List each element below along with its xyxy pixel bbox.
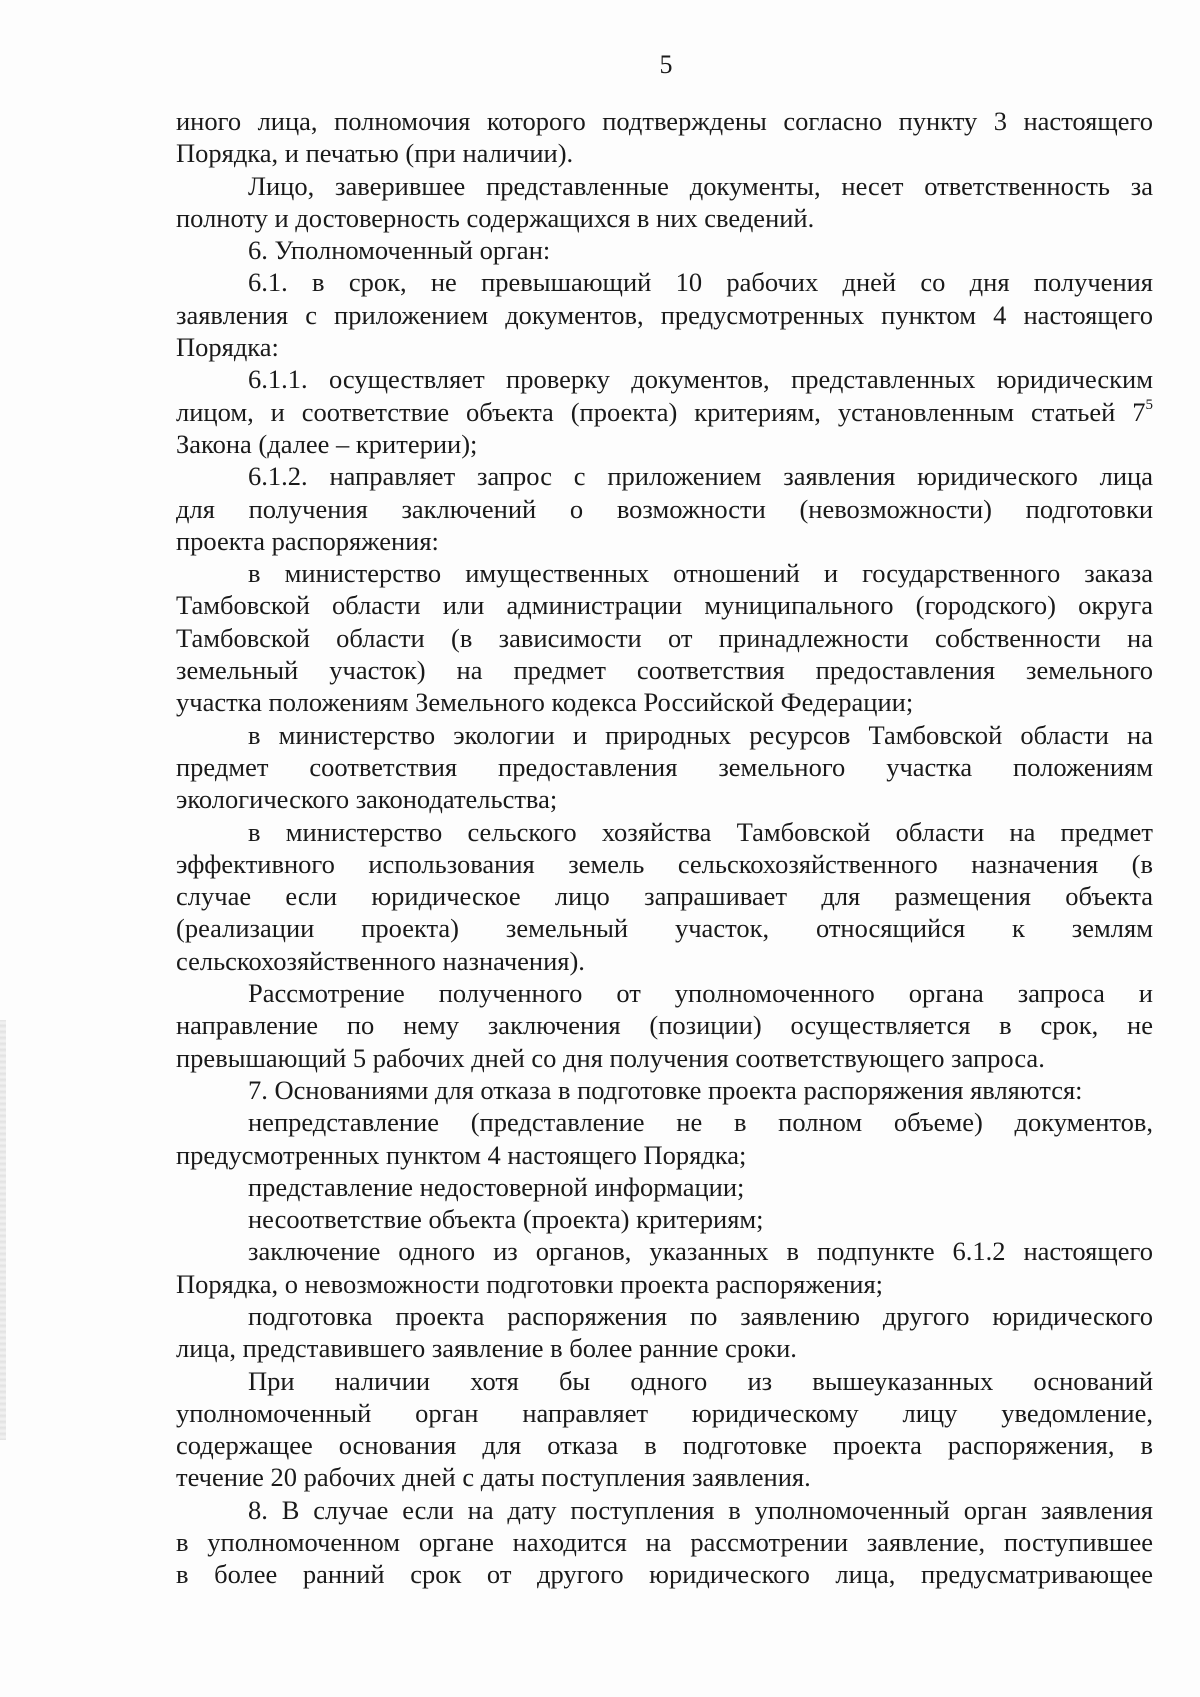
text-line: превышающий 5 рабочих дней со дня получения соответствующего запроса. [176,1042,1045,1073]
text-line: Тамбовской области или администрации муниципального (городского) округа [176,590,1153,621]
text-line: участка положениям Земельного кодекса Российской Федерации; [176,687,914,718]
paragraph [176,977,1153,1074]
text-line: проекта распоряжения: [176,525,439,556]
paragraph [176,1106,1153,1171]
text-line: эффективного использования земель сельскохозяйственного назначения (в [176,848,1153,879]
text-line: 7. Основаниями для отказа в подготовке проекта распоряжения являются: [248,1074,1083,1105]
text-line: экологического законодательства; [176,784,558,815]
text-line: иного лица, полномочия которого подтверждены согласно пункту 3 настоящего [176,106,1153,136]
paragraph [176,557,1153,718]
text-line: Порядка, о невозможности подготовки проекта распоряжения; [176,1268,883,1299]
text-line: в министерство сельского хозяйства Тамбовской области на предмет [248,816,1153,847]
paragraph [176,105,1153,170]
text-line: (реализации проекта) земельный участок, относящийся к землям [176,913,1153,944]
text-line: в министерство имущественных отношений и государственного заказа [248,558,1153,589]
text-line: 6.1. в срок, не превышающий 10 рабочих дней со дня получения [248,267,1153,298]
paragraph [176,1074,1153,1106]
paragraph [176,1171,1153,1203]
document-body [176,105,1153,1591]
text-line: в министерство экологии и природных ресурсов Тамбовской области на [248,719,1153,750]
paragraph [176,234,1153,266]
text-line: предмет соответствия предоставления земельного участка положениям [176,751,1153,782]
paragraph [176,363,1153,460]
text-line: подготовка проекта распоряжения по заявлению другого юридического [248,1300,1153,1331]
text-line: в уполномоченном органе находится на рассмотрении заявление, поступившее [176,1527,1153,1558]
text-line: предусмотренных пунктом 4 настоящего Порядка; [176,1139,747,1170]
text-line: Порядка, и печатью (при наличии). [176,138,574,169]
text-line: направление по нему заключения (позиции) осуществляется в срок, не [176,1010,1153,1041]
paragraph [176,1235,1153,1300]
text-line: сельскохозяйственного назначения). [176,945,585,976]
text-line: случае если юридическое лицо запрашивает для размещения объекта [176,881,1153,912]
paragraph [176,1203,1153,1235]
text-line: 8. В случае если на дату поступления в уполномоченный орган заявления [248,1494,1153,1525]
text-line: Закона (далее – критерии); [176,428,478,459]
paragraph [176,170,1153,235]
text-line: 6.1.2. направляет запрос с приложением заявления юридического лица [248,461,1153,492]
superscript: 5 [1145,396,1153,413]
text-line: содержащее основания для отказа в подготовке проекта распоряжения, в [176,1430,1153,1461]
paragraph [176,266,1153,363]
text-line: Тамбовской области (в зависимости от принадлежности собственности на [176,622,1153,653]
text-line: несоответствие объекта (проекта) критериям; [248,1204,764,1235]
text-line: течение 20 рабочих дней с даты поступления заявления. [176,1462,811,1493]
text-line: Лицо, заверившее представленные документы, несет ответственность за [248,170,1153,201]
paragraph [176,1365,1153,1494]
text-line: непредставление (представление не в полном объеме) документов, [248,1107,1153,1138]
text-line: 6. Уполномоченный орган: [248,235,551,266]
paragraph [176,1494,1153,1591]
text-line: представление недостоверной информации; [248,1171,745,1202]
paragraph [176,816,1153,977]
paragraph [176,719,1153,816]
scan-edge-artifact [0,1020,6,1440]
text-line: При наличии хотя бы одного из вышеуказанных оснований [248,1365,1153,1396]
text-line: уполномоченный орган направляет юридическому лицу уведомление, [176,1397,1153,1428]
text-line: заявления с приложением документов, предусмотренных пунктом 4 настоящего [176,299,1153,330]
text-line: для получения заключений о возможности (невозможности) подготовки [176,493,1153,524]
text-line: в более ранний срок от другого юридического лица, предусматривающее [176,1559,1153,1590]
paragraph [176,1300,1153,1365]
text-line: земельный участок) на предмет соответствия предоставления земельного [176,655,1153,686]
text-line: заключение одного из органов, указанных в подпункте 6.1.2 настоящего [248,1236,1153,1267]
page-number: 5 [659,50,673,79]
paragraph [176,460,1153,557]
text-line: Порядка: [176,332,279,363]
text-line: лицом, и соответствие объекта (проекта) критериям, установленным статьей $7^5$ [176,396,1153,427]
text-line: лица, представившего заявление в более ранние сроки. [176,1333,797,1364]
text-line: полноту и достоверность содержащихся в них сведений. [176,202,815,233]
text-line: Рассмотрение полученного от уполномоченного органа запроса и [248,978,1153,1009]
text-line: 6.1.1. осуществляет проверку документов, представленных юридическим [248,364,1153,395]
